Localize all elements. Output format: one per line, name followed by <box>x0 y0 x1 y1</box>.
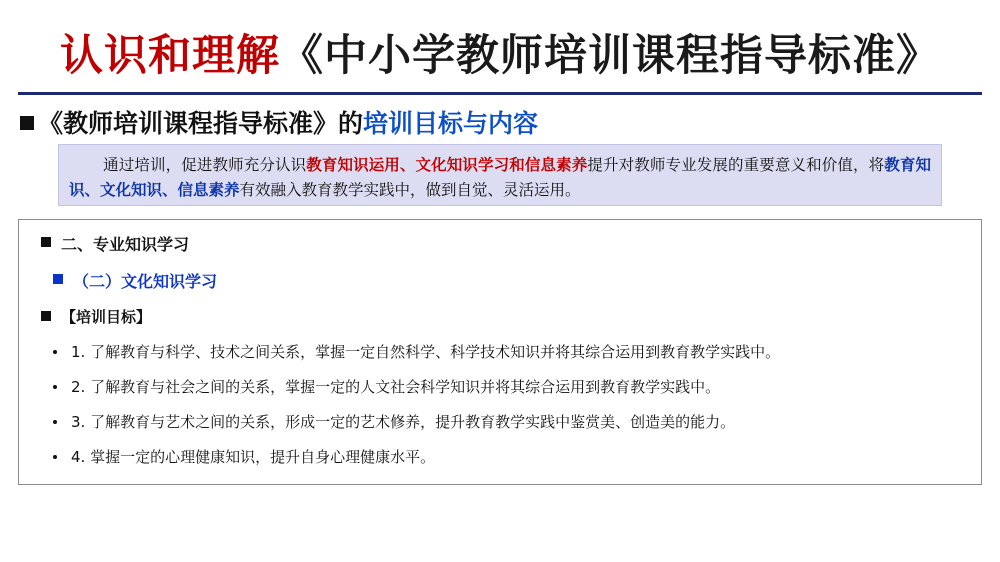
content-heading-1 <box>41 232 965 255</box>
summary-highlight-red: 教育知识运用、文化知识学习和信息素养 <box>306 156 588 174</box>
summary-segment-5: 有效融入教育教学实践中，做到自觉、灵活运用。 <box>239 181 581 199</box>
list-item <box>53 411 965 433</box>
subtitle-black-text: 《教师培训课程指导标准》的 <box>38 109 364 138</box>
list-item-label: 3. 了解教育与艺术之间的关系，形成一定的艺术修养，提升教育教学实践中鉴赏美、创造美的能力。 <box>71 413 736 431</box>
summary-highlight-blue: 教育知识、文化知识、信息素养 <box>69 156 931 199</box>
slide-title <box>0 22 1000 83</box>
content-heading-3 <box>41 306 965 327</box>
summary-box <box>58 144 942 206</box>
summary-segment-1: 通过培训，促进教师充分认识 <box>103 156 307 174</box>
square-bullet-icon <box>41 311 51 321</box>
title-black-text: 《中小学教师培训课程指导标准》 <box>280 31 940 81</box>
list-item <box>53 446 965 468</box>
content-heading-2 <box>53 269 965 292</box>
content-heading-3-label: 【培训目标】 <box>61 308 152 326</box>
dot-bullet-icon <box>53 420 57 424</box>
list-item-label: 4. 掌握一定的心理健康知识，提升自身心理健康水平。 <box>71 448 436 466</box>
square-bullet-icon <box>41 237 51 247</box>
summary-text <box>69 153 931 203</box>
section-subtitle <box>20 104 538 140</box>
content-heading-2-label: （二）文化知识学习 <box>73 272 218 291</box>
title-divider <box>18 92 982 95</box>
title-red-text: 认识和理解 <box>60 31 280 81</box>
square-bullet-icon <box>20 116 34 130</box>
content-panel <box>18 219 982 485</box>
dot-bullet-icon <box>53 350 57 354</box>
list-item <box>53 341 965 363</box>
dot-bullet-icon <box>53 455 57 459</box>
dot-bullet-icon <box>53 385 57 389</box>
list-item <box>53 376 965 398</box>
list-item-label: 1. 了解教育与科学、技术之间关系，掌握一定自然科学、科学技术知识并将其综合运用到教育教学实践中。 <box>71 343 781 361</box>
content-heading-1-label: 二、专业知识学习 <box>61 235 190 254</box>
square-bullet-icon <box>53 274 63 284</box>
list-item-label: 2. 了解教育与社会之间的关系，掌握一定的人文社会科学知识并将其综合运用到教育教学实践中。 <box>71 378 721 396</box>
subtitle-blue-text: 培训目标与内容 <box>363 109 539 138</box>
summary-segment-3: 提升对教师专业发展的重要意义和价值，将 <box>587 156 885 174</box>
